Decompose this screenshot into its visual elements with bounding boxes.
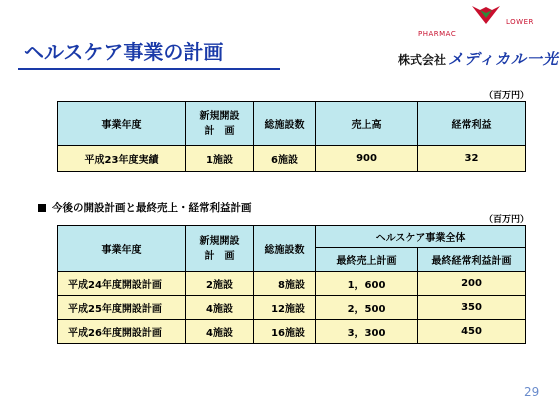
title-underline <box>18 68 280 70</box>
cell-year: 平成24年度開設計画 <box>58 272 186 296</box>
header-cell-profit <box>418 102 526 146</box>
header-sales-text: 最終売上計画 <box>336 256 397 267</box>
section-heading <box>38 200 252 215</box>
header-cell-sales <box>316 102 418 146</box>
company-prefix: 株式会社 <box>398 53 447 67</box>
cell-sales: 3，300 <box>316 320 418 344</box>
header-total-text: 総施設数 <box>264 120 305 131</box>
header-group-text: ヘルスケア事業全体 <box>375 233 466 244</box>
table1-unit-label: （百万円） <box>484 91 530 101</box>
logo-text-pharmac: PHARMAC <box>418 30 457 38</box>
plan-table <box>57 225 526 344</box>
cell-new: 2施設 <box>186 272 254 296</box>
cell-year: 平成25年度開設計画 <box>58 296 186 320</box>
section-heading-text: 今後の開設計画と最終売上・経常利益計画 <box>52 202 252 214</box>
cell-sales: 1，600 <box>316 272 418 296</box>
cell-new: 4施設 <box>186 296 254 320</box>
page-title: ヘルスケア事業の計画 <box>24 40 224 64</box>
results-table <box>57 101 526 172</box>
table-row <box>58 320 526 344</box>
flower-logo-icon <box>470 4 502 26</box>
header-cell-new <box>186 102 254 146</box>
header-cell-new <box>186 226 254 272</box>
logo-text-flower: LOWER <box>506 18 534 26</box>
header-year-text: 事業年度 <box>101 245 142 256</box>
cell-total: 8施設 <box>254 272 316 296</box>
cell-profit: 350 <box>418 296 526 320</box>
cell-profit: 32 <box>418 146 526 172</box>
table-row <box>58 146 526 172</box>
header-new-text: 新規開設 計 画 <box>199 235 240 262</box>
table-row <box>58 272 526 296</box>
company-brand: メディカル一光 <box>448 50 559 68</box>
cell-new: 1施設 <box>186 146 254 172</box>
table-header-row <box>58 226 526 248</box>
header-profit-text: 経常利益 <box>451 120 492 131</box>
header-cell-profit <box>418 248 526 272</box>
company-name <box>398 48 559 69</box>
bullet-square-icon <box>38 204 46 212</box>
cell-total: 16施設 <box>254 320 316 344</box>
table-row <box>58 296 526 320</box>
header-new-text: 新規開設 計 画 <box>199 110 240 137</box>
header-sales-text: 売上高 <box>351 120 382 131</box>
header-profit-text: 最終経常利益計画 <box>431 256 512 267</box>
cell-profit: 200 <box>418 272 526 296</box>
cell-sales: 2，500 <box>316 296 418 320</box>
cell-year: 平成23年度実績 <box>58 146 186 172</box>
cell-total: 12施設 <box>254 296 316 320</box>
cell-total: 6施設 <box>254 146 316 172</box>
header-cell-group <box>316 226 526 248</box>
header-year-text: 事業年度 <box>101 120 142 131</box>
table-header-row <box>58 102 526 146</box>
header-cell-total <box>254 102 316 146</box>
cell-year: 平成26年度開設計画 <box>58 320 186 344</box>
header-total-text: 総施設数 <box>264 245 305 256</box>
header-cell-total <box>254 226 316 272</box>
header-cell-year <box>58 102 186 146</box>
cell-profit: 450 <box>418 320 526 344</box>
header-cell-sales <box>316 248 418 272</box>
header-cell-year <box>58 226 186 272</box>
cell-sales: 900 <box>316 146 418 172</box>
page-number: 29 <box>524 385 540 399</box>
table2-unit-label: （百万円） <box>484 215 530 225</box>
cell-new: 4施設 <box>186 320 254 344</box>
